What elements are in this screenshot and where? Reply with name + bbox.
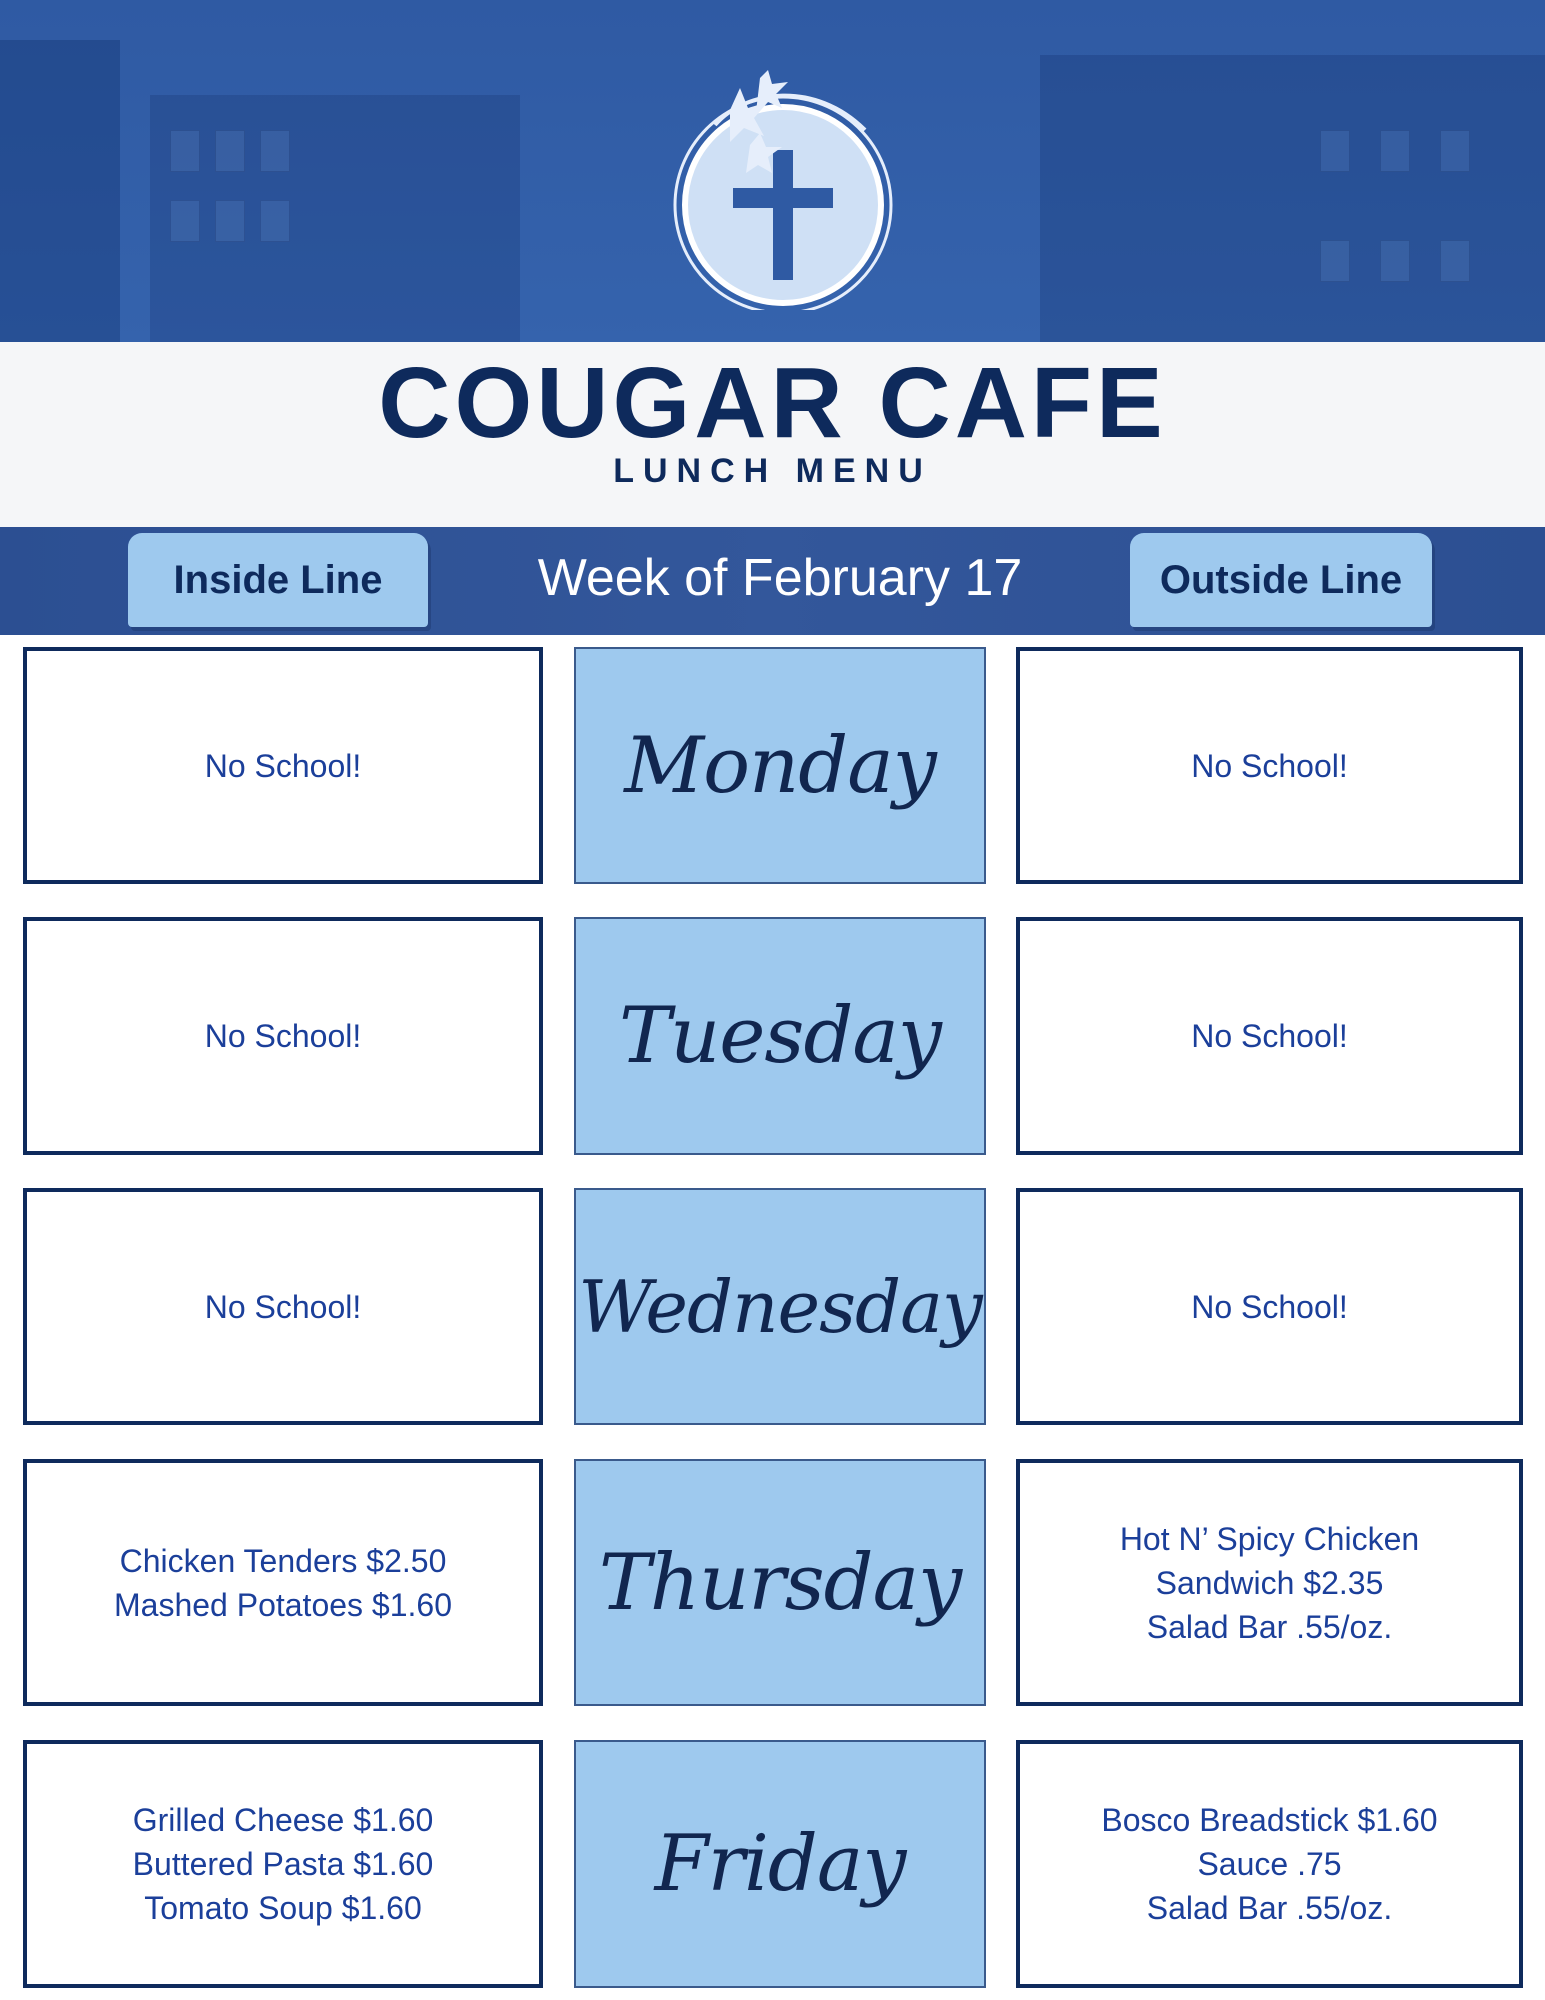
window-shape bbox=[1320, 130, 1350, 172]
window-shape bbox=[1380, 130, 1410, 172]
inside-menu-cell-thursday bbox=[23, 1459, 543, 1706]
header-banner bbox=[0, 0, 1545, 342]
menu-item: No School! bbox=[204, 747, 362, 784]
outside-menu-cell-friday bbox=[1016, 1740, 1523, 1988]
outside-menu-cell-tuesday bbox=[1016, 917, 1523, 1155]
day-label-thursday: Thursday bbox=[574, 1459, 986, 1706]
menu-item: Salad Bar .55/oz. bbox=[1146, 1890, 1393, 1926]
inside-menu-cell-monday bbox=[23, 647, 543, 884]
menu-item: No School! bbox=[204, 1288, 362, 1325]
menu-item: Grilled Cheese $1.60 bbox=[132, 1802, 434, 1838]
page-subtitle: LUNCH MENU bbox=[613, 452, 932, 490]
outside-line-tab: Outside Line bbox=[1130, 533, 1432, 627]
window-shape bbox=[260, 200, 290, 242]
day-label-friday: Friday bbox=[574, 1740, 986, 1988]
window-shape bbox=[1440, 240, 1470, 282]
inside-menu-cell-friday bbox=[23, 1740, 543, 1988]
window-shape bbox=[170, 200, 200, 242]
menu-item: Buttered Pasta $1.60 bbox=[132, 1846, 434, 1882]
menu-item: No School! bbox=[204, 1018, 362, 1054]
menu-item: No School! bbox=[1191, 1018, 1348, 1054]
day-label-wednesday: Wednesday bbox=[574, 1188, 986, 1425]
day-label-tuesday: Tuesday bbox=[574, 917, 986, 1155]
inside-line-tab: Inside Line bbox=[128, 533, 428, 627]
window-shape bbox=[1440, 130, 1470, 172]
window-shape bbox=[1320, 240, 1350, 282]
menu-item: Salad Bar .55/oz. bbox=[1146, 1608, 1393, 1645]
window-shape bbox=[260, 130, 290, 172]
menu-item: Mashed Potatoes $1.60 bbox=[113, 1586, 452, 1623]
menu-item: Sauce .75 bbox=[1197, 1846, 1342, 1882]
inside-menu-cell-wednesday bbox=[23, 1188, 543, 1425]
menu-item: Tomato Soup $1.60 bbox=[144, 1890, 422, 1926]
outside-menu-cell-wednesday bbox=[1016, 1188, 1523, 1425]
menu-item: No School! bbox=[1191, 1288, 1348, 1325]
building-silhouette bbox=[1040, 55, 1545, 342]
window-shape bbox=[215, 130, 245, 172]
page-title: COUGAR CAFE bbox=[378, 347, 1167, 459]
menu-item: No School! bbox=[1191, 747, 1348, 784]
week-label: Week of February 17 bbox=[537, 549, 1023, 607]
inside-menu-cell-tuesday bbox=[23, 917, 543, 1155]
window-shape bbox=[1380, 240, 1410, 282]
window-shape bbox=[215, 200, 245, 242]
outside-menu-cell-monday bbox=[1016, 647, 1523, 884]
building-silhouette bbox=[150, 95, 520, 342]
menu-item: Bosco Breadstick $1.60 bbox=[1101, 1802, 1438, 1838]
window-shape bbox=[170, 130, 200, 172]
building-silhouette bbox=[0, 40, 120, 342]
day-label-monday: Monday bbox=[574, 647, 986, 884]
menu-item: Sandwich $2.35 bbox=[1155, 1564, 1384, 1601]
outside-menu-cell-thursday bbox=[1016, 1459, 1523, 1706]
menu-item: Chicken Tenders $2.50 bbox=[119, 1542, 447, 1579]
menu-item: Hot N’ Spicy Chicken bbox=[1119, 1520, 1420, 1557]
school-cross-logo bbox=[655, 70, 910, 310]
